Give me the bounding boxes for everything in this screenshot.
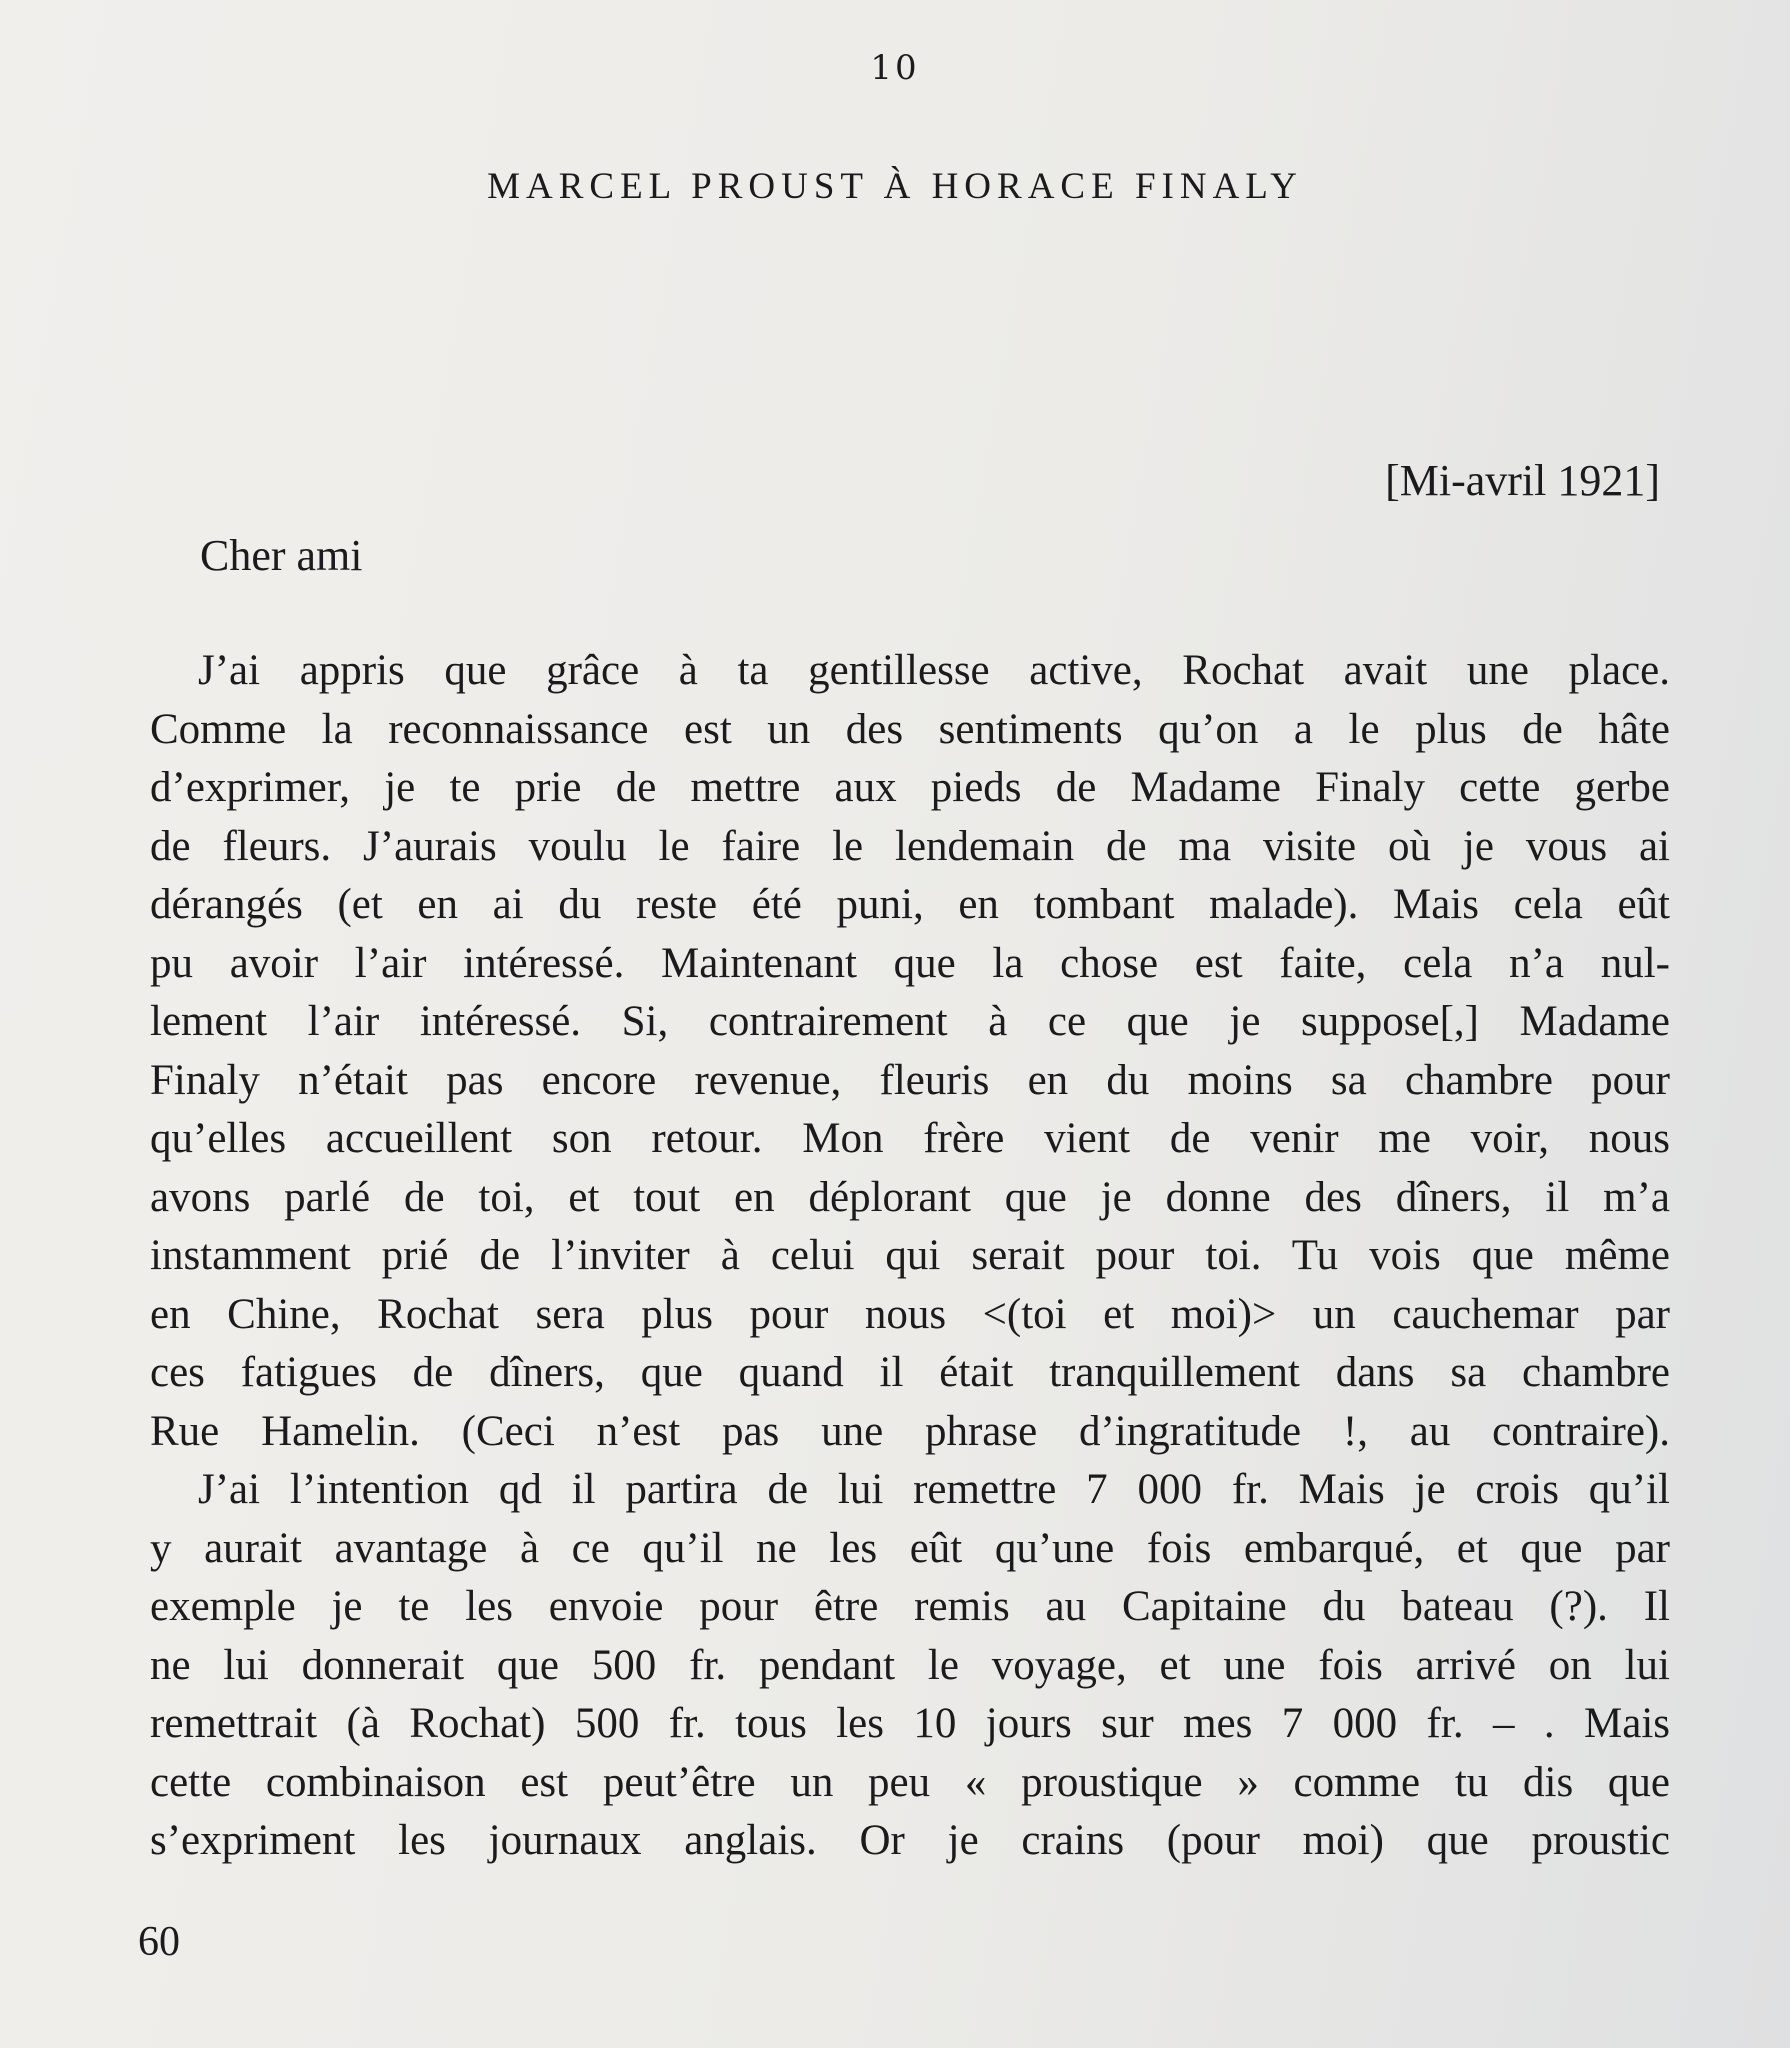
text-line: ne lui donnerait que 500 fr. pendant le voyage, et une fois arrivé on lui xyxy=(150,1641,1670,1689)
text-line: en Chine, Rochat sera plus pour nous <(toi et moi)> un cauchemar par xyxy=(150,1290,1670,1338)
text-line: lement l’air intéressé. Si, contrairement à ce que je suppose[,] Madame xyxy=(150,998,1670,1045)
text-line: J’ai l’intention qd il partira de lui remettre 7 000 fr. Mais je crois qu’il xyxy=(198,1466,1670,1513)
text-line: qu’elles accueillent son retour. Mon frère vient de venir me voir, nous xyxy=(150,1115,1670,1162)
page-number: 60 xyxy=(138,1919,180,1965)
letter-title: MARCEL PROUST À HORACE FINALY xyxy=(487,166,1303,207)
letter-number: 10 xyxy=(870,48,920,88)
text-line: y aurait avantage à ce qu’il ne les eût qu’une fois embarqué, et que par xyxy=(150,1524,1670,1572)
text-line: Rue Hamelin. (Ceci n’est pas une phrase d’ingratitude !, au contraire). xyxy=(150,1407,1670,1455)
text-line: de fleurs. J’aurais voulu le faire le lendemain de ma visite où je vous ai xyxy=(150,822,1670,870)
text-line: J’ai appris que grâce à ta gentillesse active, Rochat avait une place. xyxy=(198,647,1670,694)
text-line: instamment prié de l’inviter à celui qui serait pour toi. Tu vois que même xyxy=(150,1232,1670,1279)
text-line: remettrait (à Rochat) 500 fr. tous les 10 jours sur mes 7 000 fr. – . Mais xyxy=(150,1700,1670,1747)
text-line: Finaly n’était pas encore revenue, fleuris en du moins sa chambre pour xyxy=(150,1056,1670,1104)
text-line: s’expriment les journaux anglais. Or je crains (pour moi) que proustic xyxy=(150,1817,1670,1864)
text-line: exemple je te les envoie pour être remis au Capitaine du bateau (?). Il xyxy=(150,1583,1670,1630)
text-line: Comme la reconnaissance est un des sentiments qu’on a le plus de hâte xyxy=(150,705,1670,753)
text-line: d’exprimer, je te prie de mettre aux pieds de Madame Finaly cette gerbe xyxy=(150,764,1670,811)
text-line: avons parlé de toi, et tout en déplorant que je donne des dîners, il m’a xyxy=(150,1173,1670,1221)
text-line: pu avoir l’air intéressé. Maintenant que la chose est faite, cela n’a nul- xyxy=(150,939,1670,987)
letter-body xyxy=(150,642,1670,1871)
salutation: Cher ami xyxy=(200,531,363,580)
text-line: cette combinaison est peut’être un peu « proustique » comme tu dis que xyxy=(150,1758,1670,1806)
text-line: ces fatigues de dîners, que quand il était tranquillement dans sa chambre xyxy=(150,1349,1670,1396)
text-line: dérangés (et en ai du reste été puni, en tombant malade). Mais cela eût xyxy=(150,881,1670,928)
letter-date: [Mi-avril 1921] xyxy=(1385,456,1660,505)
